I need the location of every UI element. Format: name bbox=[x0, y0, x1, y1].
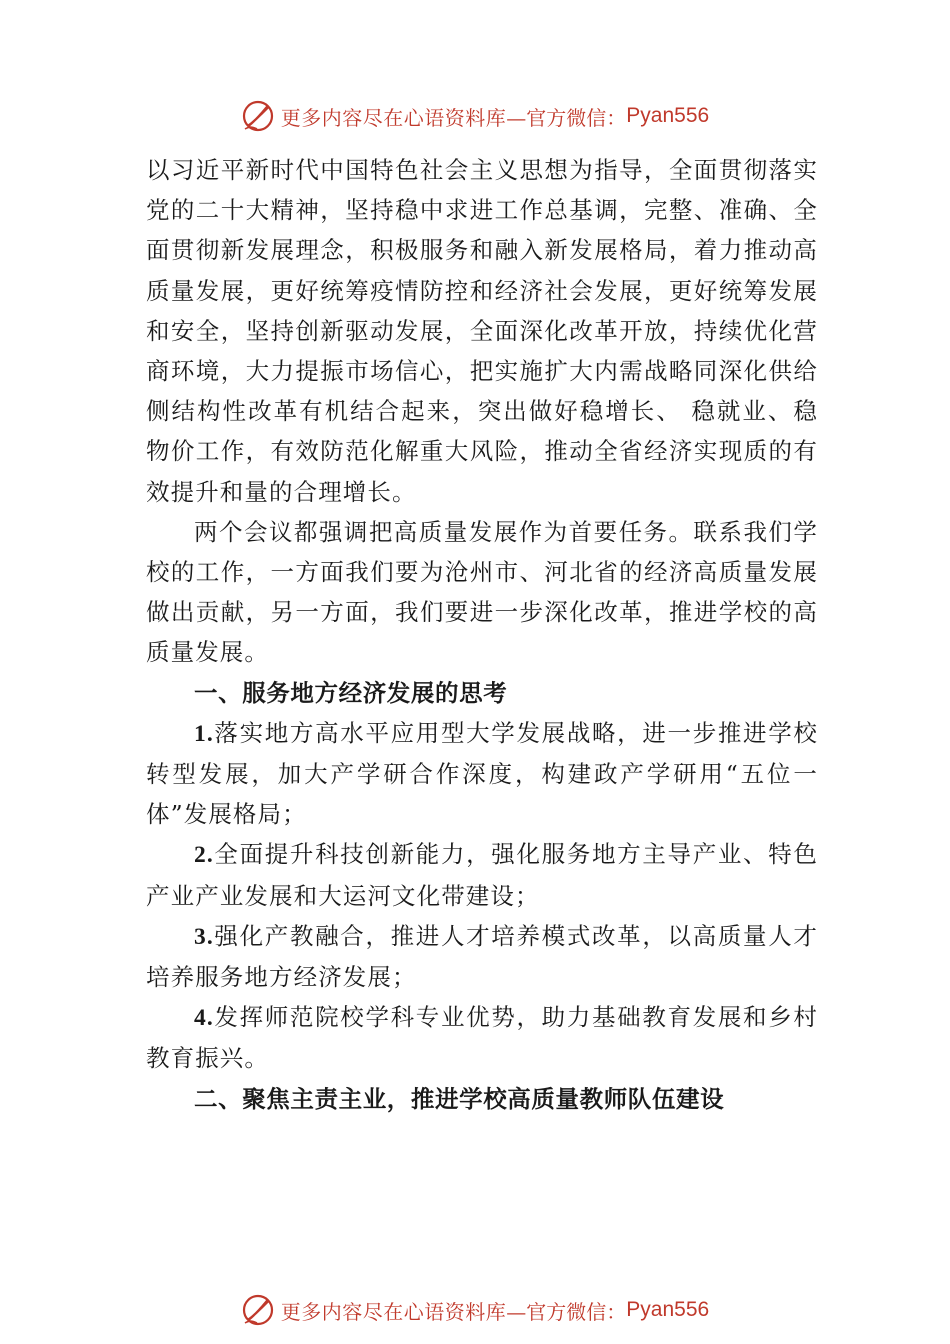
section-heading-2: 二、聚焦主责主业，推进学校高质量教师队伍建设 bbox=[194, 1084, 725, 1113]
pen-logo-icon bbox=[241, 99, 275, 133]
banner-text: 更多内容尽在心语资料库 bbox=[280, 105, 507, 130]
item-number: 4. bbox=[194, 1005, 214, 1032]
item-number: 1. bbox=[194, 720, 214, 747]
banner-text: 更多内容尽在心语资料库 bbox=[280, 1299, 507, 1324]
item-text: 落实地方高水平应用型大学发展战略，进一步推进学校转型发展，加大产学研合作深度，构建政产学研用“五位一体”发展格局； bbox=[146, 718, 818, 829]
item-number: 2. bbox=[194, 842, 214, 869]
item-number: 3. bbox=[194, 923, 214, 950]
item-text: 发挥师范院校学科专业优势，助力基础教育发展和乡村教育振兴。 bbox=[146, 1003, 818, 1073]
section-heading-1: 一、服务地方经济发展的思考 bbox=[194, 678, 508, 707]
banner-separator: —官方微信： bbox=[506, 105, 627, 130]
pen-logo-icon bbox=[241, 1293, 275, 1327]
paragraph-1: 以习近平新时代中国特色社会主义思想为指导，全面贯彻落实党的二十大精神，坚持稳中求进工作总基调，完整、准确、全面贯彻新发展理念，积极服务和融入新发展格局，着力推动高质量发展，更好统筹疫情防控和经济社会发展，更好统筹发展和安全，坚持创新驱动发展，全面深化改革开放，持续优化营商环境，大力提振市场信心，把实施扩大内需战略同深化供给侧结构性改革有机结合起来，突出做好稳增长、 稳就业、稳物价工作，有效防范化解重大风险，推动全省经济实现质的有效提升和量的合理增长。 bbox=[146, 156, 818, 506]
paragraph-2: 两个会议都强调把高质量发展作为首要任务。联系我们学校的工作，一方面我们要为沧州市、河北省的经济高质量发展做出贡献，另一方面，我们要进一步深化改革，推进学校的高质量发展。 bbox=[146, 517, 818, 667]
banner-separator: —官方微信： bbox=[506, 1299, 627, 1324]
banner-account: Pyan556 bbox=[626, 104, 710, 127]
list-item bbox=[146, 713, 818, 835]
list-item bbox=[146, 834, 818, 915]
header-banner bbox=[0, 94, 950, 138]
footer-banner bbox=[0, 1288, 950, 1332]
item-text: 强化产教融合，推进人才培养模式改革，以高质量人才培养服务地方经济发展； bbox=[146, 921, 818, 992]
banner-account: Pyan556 bbox=[626, 1298, 710, 1321]
item-text: 全面提升科技创新能力，强化服务地方主导产业、特色产业产业发展和大运河文化带建设； bbox=[146, 840, 818, 910]
list-item bbox=[146, 997, 818, 1078]
document-body bbox=[146, 150, 818, 1119]
list-item bbox=[146, 916, 818, 997]
